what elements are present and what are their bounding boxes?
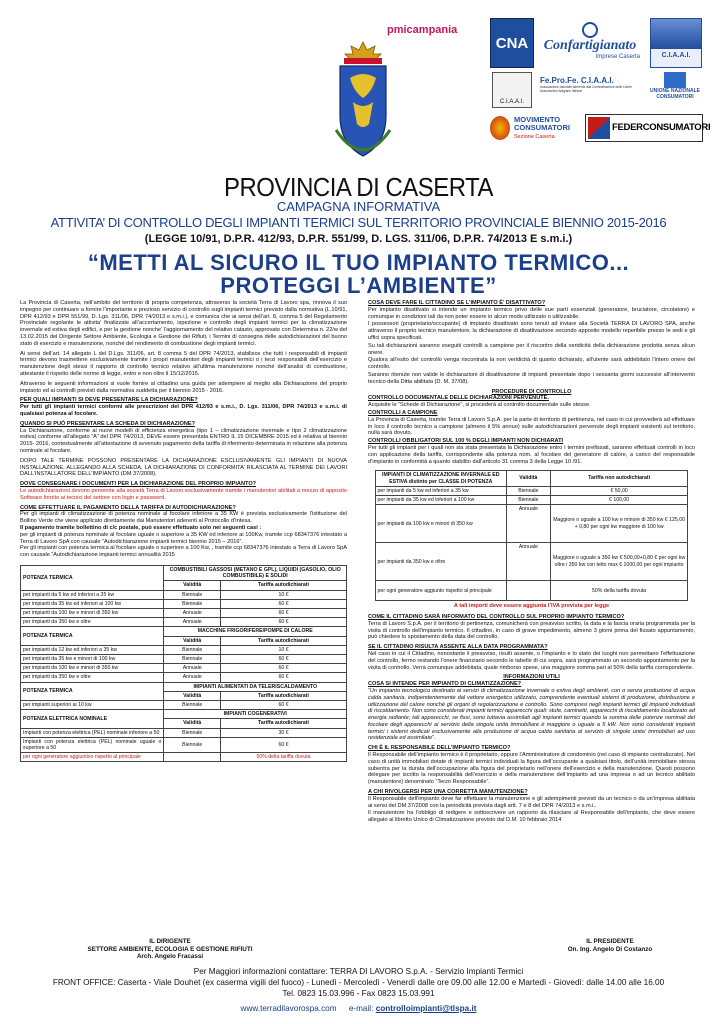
disattivato-paragraph: Per impianto disattivato si intende un impianto termico privo delle sue parti essenziali (generatore, bruciatore, circolatore) e comunque in condizioni tali da non poter essere in alcun modo utilizzato o utilizzabile. (368, 306, 695, 320)
activity-title: ATTIVITA’ DI CONTROLLO DEGLI IMPIANTI TERMICI SUL TERRITORIO PROVINCIALE BIENNIO 2015-2016 (50, 215, 667, 230)
cell: 60 € (221, 599, 347, 608)
cell: Annuale (506, 505, 550, 543)
cell: per impianti da 35 kw ed inferiori a 100 kw (375, 495, 506, 504)
cell: per impianti da 100 kw e minori di 350 kw (375, 505, 506, 543)
documentale-paragraph: Acquisite le “Schede di Dichiarazione”, si procederà al controllo documentale sulle stesse. (368, 402, 591, 409)
cell (164, 753, 221, 762)
fepro-logo (540, 76, 635, 106)
cell: € 100,00 (550, 495, 688, 504)
cell: 60 € (221, 618, 347, 627)
table-row (375, 505, 688, 543)
confartigianato-emblem-icon (582, 22, 598, 38)
table-row (21, 737, 347, 752)
guide-paragraph: Attraverso le seguenti informazioni si vuole fornire al cittadino una guida per adempiere al meglio alla Dichiarazione del proprio impianto ed ai controlli previsti dalla normativa suddetta per il biennio 2015 - 2016. (20, 380, 347, 394)
th-macchine: MACCHINE FRIGORIFERE/POMPE DI CALORE (164, 627, 347, 636)
table-row (21, 608, 347, 617)
federconsumatori-emblem-icon (588, 117, 610, 139)
unione-text: UNIONE NAZIONALE CONSUMATORI (650, 88, 700, 100)
page-title: PROVINCIA DI CASERTA (223, 172, 494, 202)
bollettino-paragraph: Il pagamento tramite bollettino di c/c postale, può essere effettuato solo nei seguenti casi : (20, 524, 262, 531)
pmi-logo-text: pmicampania (387, 24, 458, 36)
table-row (21, 599, 347, 608)
intro-paragraph: La Provincia di Caserta, nell’ambito del territorio di propria competenza, attraverso la società Terra di Lavoro spa, rinnova il suo impegno per continuare a fornire l’importante e prezioso servizio di controllo sugli impianti termici previsto dalla normativa (L.10/91, DPR 412/93 e DPR 551/99, D. Lgs. 311/06, DPR 74/2013 e s.m.i.), e comunica che ai sensi dell’art. 8, comma 5 del Regolamento Provinciale regolante le attivita’ finalizzate all’accertamento, ispezione e controllo degli impianti termici per la climatizzazione invernale ed estiva degli edifici, e per la gestione nonche’ l’aggiornamento del relativo catasto, approvato con Determina n. 22/w del 13.02.2015 del Dirigente Settore Ambiente, Ecologia e Gestione dei Rifiuti, i Termini di consegna delle autodichiarazioni del buono stato di esercizio e manutenzione, nonché del rendimento di combustione degli impianti termici. (20, 300, 347, 347)
bollino-paragraph: Per gli impianti di climatizzazione di potenza nominale al focolare inferiore a 35 KW è prevista esclusivamente l’istituzione del Bollino Verde che viene applicato direttamente dai Manutentori aderenti al Protocollo d’Intesa. (20, 511, 347, 525)
climatizzazione-paragraph: “Un impianto tecnologico destinato ai servizi di climatizzazione invernale o estiva degli ambienti, con o senza produzione di acqua calda sanitaria, indipendentemente dal vettore energetico utilizzato, comprendente eventuali sistemi di produzione, distribuzione e utilizzazione del calore nonché gli organi di regolarizzazione e controllo. Sono compresi negli impianti termici gli impianti individuali di riscaldamento. Non sono considerati impianti termici apparecchi quali: stufe, caminetti, apparecchi di riscaldamento localizzato ad energia radiante; tali apparecchi, se fissi, sono tuttavia assimilati agli impianti termici quando la somma delle potenze nominali del focolare degli apparecchi al servizio della singola unità immobiliare è maggiore o uguale a 5 kW. Non sono considerati impianti termici i sistemi dedicati esclusivamente alla produzione di acqua calda sanitaria al servizio di singole unita’ immobiliari ad uso residenziale ed assimilate”. (368, 687, 695, 742)
table-row (21, 664, 347, 673)
th-combustibili: COMBUSTIBILI GASSOSI (METANO E GPL), LIQUIDI (GASOLIO, OLIO COMBUSTIBILE) E SOLIDI (164, 565, 347, 580)
table-row (375, 543, 688, 581)
table-row (375, 581, 688, 601)
th-tariffa: Tariffa autodichiarati (221, 581, 347, 590)
table-row (21, 673, 347, 682)
section-heading-dove: DOVE CONSEGNARE I DOCUMENTI PER LA DICHIARAZIONE DEL PROPRIO IMPIANTO? (20, 481, 257, 488)
table-row (21, 645, 347, 654)
section-heading-assente: SE IL CITTADINO RISULTA ASSENTE ALLA DATA PROGRAMMATA? (368, 644, 548, 651)
campione-paragraph: Su tali dichiarazioni saranno eseguiti controlli a campione per il riscontro della veridicità della dichiarazione prodotta senza alcun onere. (368, 342, 695, 356)
section-heading-impianti: PER QUALI IMPIANTI SI DEVE PRESENTARE LA DICHIARAZIONE? (20, 397, 198, 404)
email-label: e-mail: (348, 1004, 374, 1013)
left-column (20, 300, 347, 762)
cell: per impianti da 12 kw ed inferiori a 35 kw (21, 645, 164, 654)
th-validita: Validità (164, 691, 221, 700)
confartigianato-logo (540, 22, 640, 64)
cell: € 50,00 (550, 486, 688, 495)
dirigente-settore: SETTORE AMBIENTE, ECOLOGIA E GESTIONE RIFIUTI (87, 945, 253, 953)
cell: per impianti da 5 kw ed inferiori a 35 kw (21, 590, 164, 599)
section-heading-campione: CONTROLLI A CAMPIONE (368, 409, 438, 416)
cell: per impianti da 350 kw e oltre (21, 618, 164, 627)
section-heading-manutenzione: A CHI RIVOLGERSI PER UNA CORRETTA MANUTENZIONE? (368, 789, 528, 796)
iva-note: A tali importi deve essere aggiunta l’IVA prevista per legge (453, 603, 610, 610)
cell: Impianti con potenza elettrica (PEL) nominale inferiore a 50 (21, 728, 164, 737)
th-validita: Validità (164, 719, 221, 728)
fepro-sub: Associazione datoriale aderente alla Confederazione delle Libere Associazioni Artigiane Italiane (540, 85, 632, 93)
section-heading-info-utili: INFORMAZIONI UTILI (503, 674, 560, 681)
dove-paragraph: Le autodichiarazioni devono pervenire alla società Terra di Lavoro esclusivamente tramite i manutentori abilitati a mezzo di apposito Software fornito ai tecnici del settore con login e password. (20, 487, 347, 501)
th-classe-potenza: IMPIANTI DI CLIMATIZZAZIONE INVERNALE ED ESTIVA distinto per CLASSE DI POTENZA (375, 471, 506, 486)
th-validita: Validità (506, 471, 550, 486)
website-link[interactable]: www.terradilavorospa.com (240, 1004, 337, 1013)
unione-emblem-icon (664, 72, 686, 88)
federconsumatori-logo (585, 114, 711, 142)
cell: 60 € (221, 673, 347, 682)
slogan-line-2: PROTEGGI L’AMBIENTE” (220, 273, 497, 298)
cell: per impianti da 35 kw e minori di 100 kw (21, 654, 164, 663)
movimento-sub: Sezione Caserta (514, 134, 555, 140)
legal-paragraph: Ai sensi dell’art. 14 allegato L del D.Lgs. 311/06, art. 8 comma 5 del DPR 74/2013, stabilisce che tutti i responsabili di impianti termici devono trasmettere esclusivamente tramite i propri manutentori degli impianti termici o i terzi responsabili dell’esercizio e manutenzione degli stessi il rapporto di controllo tecnico relativo all’ultima manutenzione nonché dell’analisi di combustione, attestante il rispetto delle norme di legge, entro e non oltre il 15/12/2015. (20, 350, 347, 377)
federconsumatori-text: FEDERCONSUMATORI (612, 122, 711, 133)
cell: 30 € (221, 728, 347, 737)
table-row (21, 700, 347, 709)
th-potenza-elettrica: POTENZA ELETTRICA NOMINALE (21, 710, 164, 728)
cell: 60 € (221, 737, 347, 752)
table-row (21, 618, 347, 627)
cell: Biennale (164, 645, 221, 654)
right-column (368, 300, 695, 827)
footer-links (0, 1004, 717, 1014)
controlli-campione-paragraph: La Provincia di Caserta, tramite Terra di Lavoro S.p.A. per la parte di territorio di pertinenza, nel caso in cui provvederà ad effettuare in loco il controllo tecnico a campione (almeno il 5% annuo) sulle autodichiarazioni pervenute degli impianti esistenti sul territorio, nulla sarà dovuto. (368, 416, 695, 437)
cell: per impianti superiori ai 10 kw (21, 700, 164, 709)
table-row (21, 654, 347, 663)
cell: per impianti da 35 kw ed inferiori ai 100 kw (21, 599, 164, 608)
veridicita-paragraph: Qualora all’esito del controllo venga riscontrata la non veridicità di quanto dichiarato, all’utente sarà addebitato l’intero onere del controllo. (368, 357, 695, 371)
cell: Biennale (164, 728, 221, 737)
impianti-paragraph: Per tutti gli impianti termici conformi alle prescrizioni del DPR 412/93 e s.m.i., D. Lgs. 311/06, DPR 74/2013 e s.m.i. di qualsiasi potenza al focolare. (20, 404, 347, 417)
cell: Annuale (164, 608, 221, 617)
dirigente-title: IL DIRIGENTE (149, 938, 191, 945)
section-heading-quando: QUANDO SI PUÒ PRESENTARE LA SCHEDA DI DICHIARAZIONE? (20, 420, 196, 427)
cell: per ogni generatore aggiunto rispetto al principale (375, 581, 506, 601)
confartigianato-sub: Imprese Caserta (595, 54, 640, 60)
cell: Annuale (164, 664, 221, 673)
cell: Annuale (164, 618, 221, 627)
th-potenza-2: POTENZA TERMICA (21, 627, 164, 645)
ccp-35-100-paragraph: per gli impianti di potenza nominale al focolare uguale o superiore a 35 KW ed inferiore ai 100Kw, tramite ccp 68347376 intestato a Terra di Lavoro SpA con causale “Autodichiarazione impianti termici biennio 2015 – 2016”. (20, 531, 347, 545)
movimento-consumatori-logo (490, 114, 578, 146)
cell: Annuale (164, 673, 221, 682)
cell: 60 € (221, 608, 347, 617)
th-tariffa: Tariffa autodichiarati (221, 719, 347, 728)
table-row (21, 590, 347, 599)
cna-logo-text: CNA (495, 35, 529, 52)
slogan-line-1: “METTI AL SICURO IL TUO IMPIANTO TERMICO... (87, 250, 630, 275)
cell (506, 581, 550, 601)
tariffe-autodichiarati-table (20, 565, 347, 762)
cell: 10 € (221, 590, 347, 599)
th-teleriscaldamento: IMPIANTI ALIMENTATI DA TELERISCALDAMENTO (164, 682, 347, 691)
cell: Maggiore o uguale a 100 kw e minore di 350 kw € 125,00 + 0,80 per ogni kw maggiore di 100 kw (550, 505, 688, 543)
section-heading-obbligatori: CONTROLLI OBBLIGATORI SUL 100 % DEGLI IMPIANTI NON DICHIARATI (368, 438, 564, 445)
email-link[interactable]: controlloimpianti@tlspa.it (375, 1004, 477, 1013)
cell: 50% della tariffa dovuta (550, 581, 688, 601)
fepro-text: Fe.Pro.Fe. C.I.A.A.I. (540, 76, 614, 85)
table-row (21, 753, 347, 762)
possessori-paragraph: I possessori (proprietario/occupante) di impianto disattivato sono tenuti ad inviare alla Società TERRA DI LAVORO SPA, anche attraverso il proprio tecnico manutentore, la dichiarazione di disattivazione secondo apposito modello reperibile presso le sedi e gli uffici sopra specificati. (368, 321, 695, 341)
manutentore-paragraph: Il manutentore ha l’obbligo di redigere e sottoscrivere un rapporto da rilasciare al Responsabile dell’impianto, che deve essere allegato al libretto Unico di Climatizzazione previsto dal D.M. 10 febbraio 2014 (368, 810, 695, 824)
section-heading-pagamento: COME EFFETTUARE IL PAGAMENTO DELLA TARIFFA DI AUTODICHIARAZIONE? (20, 504, 236, 511)
th-tariffa: Tariffa autodichiarati (221, 691, 347, 700)
cell: 60 € (221, 654, 347, 663)
section-heading-procedure: PROCEDURE DI CONTROLLO (491, 388, 572, 395)
ciaai-emblem-icon (651, 19, 701, 49)
cell: per impianti da 100 kw e minori di 350 kw (21, 608, 164, 617)
th-tariffa-non: Tariffa non autodichiarati (550, 471, 688, 486)
th-tariffa: Tariffa autodichiarati (221, 636, 347, 645)
tariffe-non-autodichiarati-table (375, 470, 689, 601)
quando-paragraph: La Dichiarazione, conforme ai nuovi modelli di efficienza energetica (tipo 1 – climatizzazione invernale e tipo 2 climatizzazione estiva) conforme all’allegato “A” del DPR 74/2013, DEVE essere presentata ENTRO IL 15 DICEMBRE 2015 ed è relativa al biennio 2015- 2016, contestualmente all’attestazione di avvenuto pagamento della tariffa di riferimento determinata in relazione alla potenza nominale al focolare. (20, 427, 347, 454)
manutenzione-paragraph: Il Responsabile dell’impianto deve far effettuare la manutenzione e gli adempimenti previsti da un tecnico o da un’impresa abilitata ai sensi del DM 37/2008 con la periodicità prevista dagli artt. 7 e 8 del DPR 74/2013 e s.m.i.. (368, 795, 695, 809)
cell: Biennale (164, 700, 221, 709)
non-valide-paragraph: Saranno ritenute non valide le dichiarazioni di disattivazione di impianti presentate dopo i sessanta giorni successivi all’intervento tecnico della Ditta abilitata (D. M. 37/08). (368, 371, 695, 385)
ciaai-text: C.I.A.A.I. (661, 52, 691, 59)
cell: Biennale (164, 654, 221, 663)
ciaai-small-text: C.I.A.A.I. (499, 99, 524, 105)
cell: per impianti da 5 kw ed inferiori a 35 kw (375, 486, 506, 495)
dopo-termine-paragraph: DOPO TALE TERMINE POSSONO PRESENTARE LA DICHIARAZIONE ESCLUSIVAMENTE GLI IMPIANTI DI NUOVA INSTALLAZIONE, ALLEGANDO ALLA SCHEDA, LA DICHIARAZIONE DI CONFORMITA’ RILASCIATA AL TERMINE DEI LAVORI DALL’INSTALLATORE DELL’IMPIANTO (DM 37/2008). (20, 457, 347, 478)
table-row (375, 495, 688, 504)
cell: Biennale (164, 737, 221, 752)
informato-paragraph: Terra di Lavoro S.p.A. per il territorio di pertinenza, comunicherà con preavviso scritto, la data e la fascia oraria programmata per la visita di controllo dell’impianto termico. Il cittadino, in caso di grave impedimento, almeno 3 giorni prima del fissato appuntamento, può chiedere lo spostamento della data del controllo. (368, 620, 695, 641)
th-validita: Validità (164, 636, 221, 645)
footer-front-office: FRONT OFFICE: Caserta - Viale Douhet (ex caserma vigili del fuoco) - Lunedì - Mercoledì - Venerdì dalle ore 09.00 alle 12.00 e Martedì - Giovedì: dalle 14.00 alle 16.00 (52, 978, 665, 987)
section-heading-documentale: CONTROLLO DOCUMENTALE DELLE DICHIARAZIONI PERVENUTE. (368, 395, 549, 402)
cell: 50% della tariffa dovuta (221, 753, 347, 762)
movimento-emblem-icon (490, 116, 510, 140)
cell: Impianti con potenza elettrica (PEL) nominale uguale o superiore a 50 (21, 737, 164, 752)
cell: 60 € (221, 664, 347, 673)
table-row (375, 486, 688, 495)
section-heading-climatizzazione: COSA SI INTENDE PER IMPIANTO DI CLIMATIZZAZIONE? (368, 681, 522, 688)
dirigente-signature (20, 938, 320, 961)
cna-logo (490, 18, 534, 68)
footer-info: Per Maggiori informazioni contattare: TERRA DI LAVORO S.p.A. - Servizio Impianti Termici (193, 967, 524, 976)
presidente-name: On. Ing. Angelo Di Costanzo (567, 945, 653, 953)
cell: Annuale (506, 543, 550, 581)
cell: per ogni generatore aggiuntivo rispetto al principale (21, 753, 164, 762)
cell: per impianti da 350 kw e oltre (21, 673, 164, 682)
law-references: (LEGGE 10/91, D.P.R. 412/93, D.P.R. 551/99, D. LGS. 311/06, D.P.R. 74/2013 E s.m.i.) (144, 233, 573, 245)
cell: per impianti da 100 kw e minori di 350 kw (21, 664, 164, 673)
th-potenza: POTENZA TERMICA (21, 565, 164, 590)
footer-phone: Tel. 0823 15.03.996 - Fax 0823 15.03.991 (282, 989, 435, 998)
ciaai-logo (650, 18, 702, 68)
assente-paragraph: Nel caso in cui il Cittadino, nonostante il preavviso, risulti assente, o l’impianto e lo stato dei luoghi non permettano l’effettuazione del controllo, fermo restando l’onere finanziario secondo le tabelle di cui sopra, sarà programmato un secondo appuntamento per la visita di controllo. Verrà comunque addebitata, quale rimborso spese, una maggiore somma pari al 50% della tariffa corrispondente. (368, 650, 695, 671)
movimento-text: MOVIMENTO CONSUMATORI (514, 115, 570, 132)
section-heading-responsabile: CHI È IL RESPONSABILE DELL’IMPIANTO TERMICO? (368, 745, 511, 752)
th-validita: Validità (164, 581, 221, 590)
th-potenza-3: POTENZA TERMICA (21, 682, 164, 700)
obbligatori-paragraph: Per tutti gli impianti per i quali non sia stata presentata la Dichiarazione entro i termini prefissati, saranno effettuati controlli in loco con applicazione della tariffa, corrispondente alla potenza nom. al focolare del generatore di calore, a carico del responsabile d’impianto in conformità a quanto stabilito dall’articolo 31 comma 3 della Legge 10 /91. (368, 444, 695, 465)
cell: per impianti da 350 kw e oltre (375, 543, 506, 581)
pmi-campania-logo (387, 24, 469, 40)
page-subtitle: CAMPAGNA INFORMATIVA (276, 199, 441, 214)
cell: Biennale (164, 599, 221, 608)
cell: Biennale (506, 486, 550, 495)
cell: 10 € (221, 645, 347, 654)
presidente-title: IL PRESIDENTE (586, 938, 634, 945)
cell: 60 € (221, 700, 347, 709)
confartigianato-text: Confartigianato (543, 38, 637, 53)
th-cogenerativi: IMPIANTI COGENERATIVI (164, 710, 347, 719)
cell: Biennale (164, 590, 221, 599)
cell: Maggiore o uguale a 350 kw € 500,00+0,80 € per ogni kw oltre i 350 kw con tetto max € 1000,00 per ogni impianto (550, 543, 688, 581)
section-heading-disattivato: COSA DEVE FARE IL CITTADINO SE L’IMPIANTO È’ DISATTIVATO? (368, 300, 546, 306)
presidente-signature (520, 938, 700, 953)
table-row (21, 728, 347, 737)
responsabile-paragraph: Il Responsabile dell’impianto termico è il proprietario, oppure l’Amministratore di condominio (nel caso di impianto centralizzato). Nel caso di unità immobiliari dotate di impianti termici individuali la figura dell’occupante a qualsiasi titolo, dell’unità immobiliare stessa subentra per la durata dell’occupazione alla figura del proprietario nell’onere dell’esercizio e della manutenzione. Questi possono delegare per iscritto la responsabilità dell’esercizio e della manutenzione dell’impianto ad una impresa o ad un tecnico abilitato (manutentore) denominato “Terzo Responsabile”. (368, 752, 695, 786)
provincia-crest-logo (328, 38, 398, 168)
dirigente-name: Arch. Angelo Fracassi (136, 953, 204, 961)
cell: Biennale (506, 495, 550, 504)
unione-consumatori-logo (640, 72, 710, 106)
ccp-100-paragraph: Per gli impianti con potenza termica al focolare uguale o superiore a 100 Kw, , tramite ccp 68347376 intestato a Terra di Lavoro SpA con causale “Autodichiarazione impianti termici annualità 2015 (20, 545, 347, 559)
section-heading-informato: COME IL CITTADINO SARÀ INFORMATO DEL CONTROLLO SUL PROPRIO IMPIANTO TERMICO? (368, 613, 625, 620)
ciaai-small-logo (492, 72, 532, 108)
